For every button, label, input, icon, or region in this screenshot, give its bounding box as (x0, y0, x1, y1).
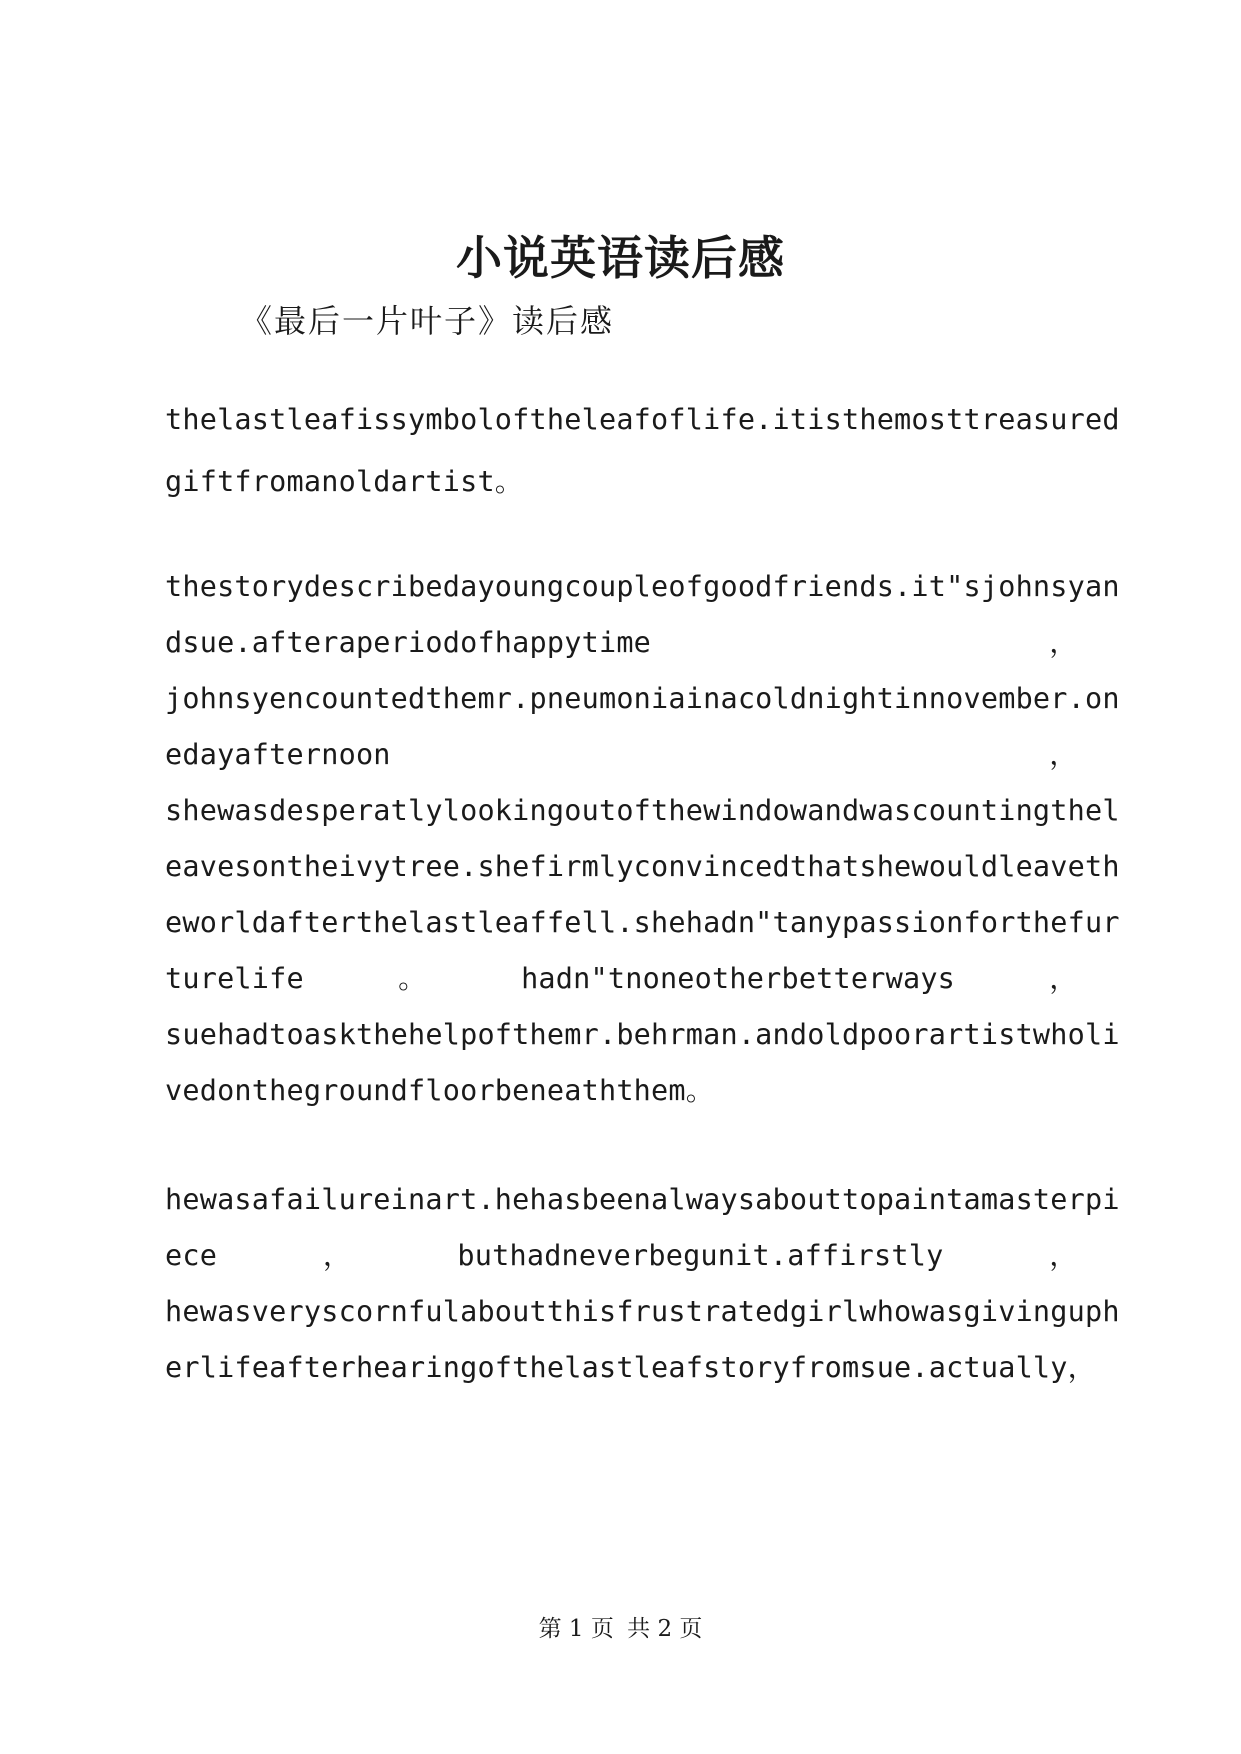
document-title: 小说英语读后感 (456, 231, 785, 285)
body-line-segment: ， (1049, 738, 1078, 771)
body-line-segment: edayafternoon (165, 738, 391, 771)
body-line (165, 735, 1078, 775)
body-line (165, 847, 1120, 887)
body-line-segment: ， (1049, 962, 1078, 995)
body-line-segment: hadn"tnoneotherbetterways (521, 962, 956, 995)
body-line-segment: thelastleafissymboloftheleafoflife.itisthemosttreasured (165, 403, 1120, 436)
body-line-segment: eavesontheivytree.shefirmlyconvincedthatshewouldleaveth (165, 850, 1120, 883)
body-line-segment: johnsyencountedthemr.pneumoniainacoldnightinnovember.on (165, 682, 1120, 715)
body-line-segment: erlifeafterhearingofthelastleafstoryfromsue.actually (165, 1351, 1068, 1384)
body-line-segment: ， (322, 1239, 352, 1272)
body-line-segment: dsue.afteraperiodofhappytime (165, 626, 652, 659)
body-line (165, 623, 1078, 663)
body-line-segment: suehadtoaskthehelpofthemr.behrman.andoldpoorartistwholi (165, 1018, 1120, 1051)
body-line-segment: ， (1049, 626, 1078, 659)
body-line-segment: ， (1049, 1239, 1078, 1272)
page-total: 共 2 页 (627, 1616, 703, 1642)
body-line (165, 679, 1120, 719)
body-line-segment: thestorydescribedayoungcoupleofgoodfriends.it"sjohnsyan (165, 570, 1120, 603)
body-line-segment: giftfromanoldartist。 (165, 465, 524, 498)
body-line (165, 400, 1120, 440)
body-line (165, 1015, 1120, 1055)
body-line-segment: 。 (398, 962, 427, 995)
body-line (165, 1348, 1097, 1388)
body-line (165, 567, 1120, 607)
body-line-segment: eworldafterthelastleaffell.shehadn"tanypassionforthefur (165, 906, 1120, 939)
body-line (165, 791, 1120, 831)
body-line-segment: ece (165, 1239, 218, 1272)
body-line (165, 903, 1120, 943)
body-line (165, 1292, 1120, 1332)
body-line-segment: shewasdesperatlylookingoutofthewindowandwascountingthel (165, 794, 1120, 827)
body-line-segment: hewasveryscornfulaboutthisfrustratedgirlwhowasgivinguph (165, 1295, 1120, 1328)
body-line-segment: vedonthegroundfloorbeneaththem。 (165, 1074, 715, 1107)
page-number: 第 1 页 (538, 1616, 614, 1642)
page-footer (0, 1610, 1241, 1643)
body-line-segment: turelife (165, 962, 304, 995)
body-line (165, 462, 1078, 502)
body-line (165, 1236, 1078, 1276)
document-subtitle: 《最后一片叶子》读后感 (240, 302, 615, 340)
body-line (165, 959, 1078, 999)
body-line-segment: ， (1067, 1351, 1097, 1384)
body-line-segment: buthadneverbegunit.affirstly (457, 1239, 944, 1272)
body-line-segment: hewasafailureinart.hehasbeenalwaysabouttopaintamasterpi (165, 1183, 1120, 1216)
body-line (165, 1071, 1078, 1111)
body-line (165, 1180, 1120, 1220)
